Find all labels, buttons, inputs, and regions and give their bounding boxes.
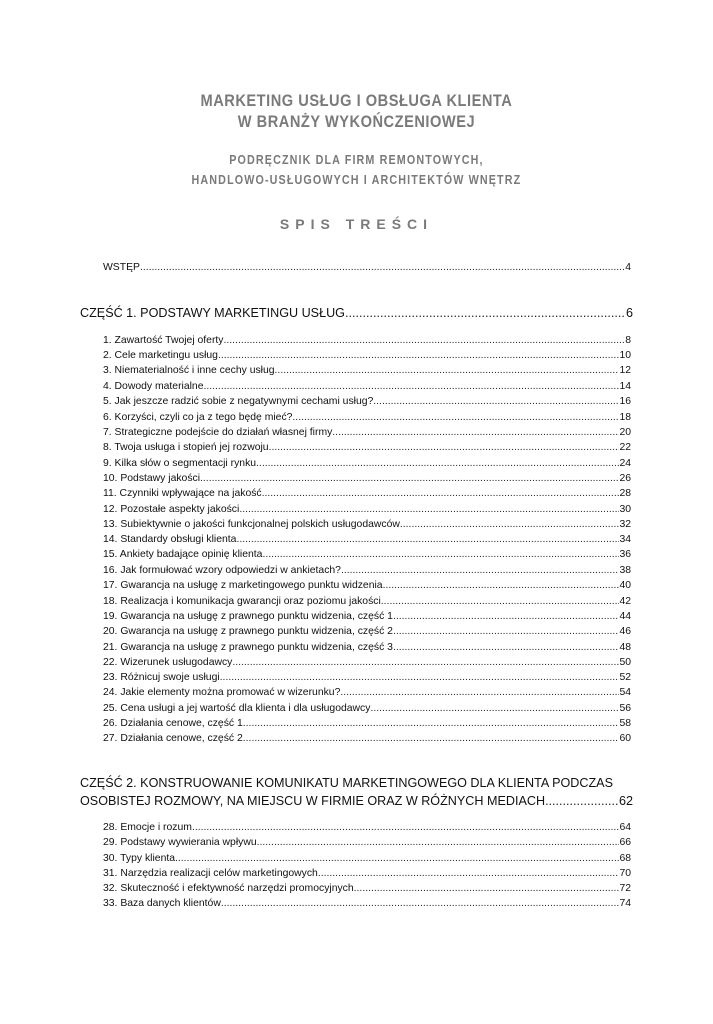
toc-item[interactable]: [103, 717, 631, 731]
toc-item-page: 38: [619, 565, 631, 576]
toc-item[interactable]: [103, 882, 631, 896]
subtitle-line-2: HANDLOWO-USŁUGOWYCH I ARCHITEKTÓW WNĘTRZ: [191, 173, 522, 187]
toc-item-label: 9. Kilka słów o segmentacji rynku: [103, 458, 257, 469]
toc-item-label: 2. Cele marketingu usług: [103, 350, 218, 361]
toc-leader-dots: [262, 487, 620, 501]
toc-part-2[interactable]: [80, 792, 633, 810]
toc-leader-dots: [383, 579, 620, 593]
toc-item-page: 68: [619, 853, 631, 864]
toc-item[interactable]: [103, 487, 631, 501]
toc-item[interactable]: [103, 852, 631, 866]
toc-item-label: 33. Baza danych klientów: [103, 898, 221, 909]
toc-item-label: 3. Niematerialność i inne cechy usług: [103, 365, 275, 376]
toc-item-label: 25. Cena usługi a jej wartość dla klienta i dla usługodawcy: [103, 703, 371, 714]
toc-item[interactable]: [103, 411, 631, 425]
toc-item-page: 58: [619, 718, 631, 729]
toc-item-label: 4. Dowody materialne: [103, 381, 204, 392]
toc-item-page: 26: [619, 473, 631, 484]
toc-leader-dots: [332, 426, 619, 440]
toc-item[interactable]: [103, 579, 631, 593]
toc-item-page: 22: [619, 442, 631, 453]
toc-item-page: 52: [619, 672, 631, 683]
toc-item-label: 19. Gwarancja na usługę z prawnego punktu widzenia, część 1: [103, 611, 393, 622]
toc-item-page: 40: [619, 580, 631, 591]
toc-item[interactable]: [103, 656, 631, 670]
toc-item-page: 20: [619, 427, 631, 438]
toc-item[interactable]: [103, 671, 631, 685]
toc-item[interactable]: [103, 732, 631, 746]
toc-item[interactable]: [103, 836, 631, 850]
toc-leader-dots: [262, 548, 619, 562]
toc-item-label: 17. Gwarancja na usługę z marketingowego punktu widzenia: [103, 580, 383, 591]
subtitle-line-1: PODRĘCZNIK DLA FIRM REMONTOWYCH,: [229, 153, 484, 167]
toc-leader-dots: [341, 564, 619, 578]
toc-item-page: 14: [619, 381, 631, 392]
toc-leader-dots: [236, 533, 619, 547]
toc-item[interactable]: [103, 533, 631, 547]
toc-item-page: 46: [619, 626, 631, 637]
toc-item-page: 8: [625, 335, 631, 346]
toc-leader-dots: [545, 792, 619, 810]
toc-leader-dots: [400, 518, 620, 532]
toc-part-label: OSOBISTEJ ROZMOWY, NA MIEJSCU W FIRMIE ORAZ W RÓŻNYCH MEDIACH: [80, 794, 546, 808]
toc-item-label: 23. Różnicuj swoje usługi: [103, 672, 220, 683]
toc-leader-dots: [354, 882, 620, 896]
toc-leader-dots: [381, 595, 620, 609]
toc-part-page: 6: [625, 306, 633, 320]
toc-item-label: 10. Podstawy jakości: [103, 473, 201, 484]
toc-leader-dots: [220, 671, 620, 685]
toc-item-page: 34: [619, 534, 631, 545]
toc-item-page: 66: [619, 837, 631, 848]
toc-leader-dots: [275, 364, 620, 378]
toc-leader-dots: [232, 656, 619, 670]
toc-item-page: 48: [619, 642, 631, 653]
document-title: [50, 90, 663, 132]
toc-item-label: 6. Korzyści, czyli co ja z tego będę mieć?: [103, 412, 293, 423]
toc-leader-dots: [218, 349, 620, 363]
toc-item-label: 8. Twoja usługa i stopień jej rozwoju: [103, 442, 269, 453]
toc-item-label: 12. Pozostałe aspekty jakości: [103, 504, 240, 515]
toc-entry-intro[interactable]: [103, 261, 631, 275]
toc-leader-dots: [393, 625, 619, 639]
toc-item[interactable]: [103, 334, 631, 348]
toc-item[interactable]: [103, 503, 631, 517]
toc-item-page: 56: [619, 703, 631, 714]
toc-leader-dots: [243, 717, 620, 731]
toc-leader-dots: [373, 395, 619, 409]
toc-entry-label: WSTĘP: [103, 262, 140, 273]
toc-item-page: 24: [619, 458, 631, 469]
toc-item[interactable]: [103, 702, 631, 716]
toc-item[interactable]: [103, 686, 631, 700]
toc-item-label: 26. Działania cenowe, część 1: [103, 718, 243, 729]
toc-item-label: 7. Strategiczne podejście do działań własnej firmy: [103, 427, 333, 438]
toc-item-page: 72: [619, 883, 631, 894]
toc-part-2-line-1[interactable]: CZĘŚĆ 2. KONSTRUOWANIE KOMUNIKATU MARKETINGOWEGO DLA KLIENTA PODCZAS: [80, 776, 613, 790]
toc-part-label: CZĘŚĆ 1. PODSTAWY MARKETINGU USŁUG: [80, 306, 345, 320]
toc-item[interactable]: [103, 625, 631, 639]
toc-item-page: 30: [619, 504, 631, 515]
toc-leader-dots: [292, 411, 619, 425]
toc-item[interactable]: [103, 610, 631, 624]
toc-leader-dots: [204, 380, 620, 394]
title-line-2: W BRANŻY WYKOŃCZENIOWEJ: [237, 112, 476, 131]
toc-leader-dots: [269, 441, 620, 455]
toc-item[interactable]: [103, 364, 631, 378]
toc-item-label: 22. Wizerunek usługodawcy: [103, 657, 233, 668]
toc-item[interactable]: [103, 564, 631, 578]
toc-leader-dots: [318, 867, 620, 881]
toc-item-label: 5. Jak jeszcze radzić sobie z negatywnymi cechami usług?: [103, 396, 374, 407]
toc-item[interactable]: [103, 472, 631, 486]
toc-item[interactable]: [103, 441, 631, 455]
toc-item-label: 21. Gwarancja na usługę z prawnego punktu widzenia, część 3: [103, 642, 393, 653]
toc-item[interactable]: [103, 897, 631, 911]
toc-leader-dots: [200, 472, 619, 486]
toc-leader-dots: [393, 610, 619, 624]
toc-leader-dots: [257, 836, 620, 850]
toc-item-label: 16. Jak formułować wzory odpowiedzi w ankietach?: [103, 565, 341, 576]
toc-item-label: 24. Jakie elementy można promować w wizerunku?: [103, 687, 341, 698]
toc-leader-dots: [175, 852, 619, 866]
toc-item-label: 27. Działania cenowe, część 2: [103, 733, 243, 744]
toc-item[interactable]: [103, 395, 631, 409]
toc-item[interactable]: [103, 641, 631, 655]
toc-item-page: 70: [619, 868, 631, 879]
toc-item-label: 18. Realizacja i komunikacja gwarancji oraz poziomu jakości: [103, 596, 381, 607]
toc-item-page: 60: [619, 733, 631, 744]
toc-item-label: 29. Podstawy wywierania wpływu: [103, 837, 257, 848]
toc-leader-dots: [224, 334, 626, 348]
toc-item-page: 28: [619, 488, 631, 499]
toc-leader-dots: [340, 686, 619, 700]
toc-leader-dots: [256, 457, 619, 471]
toc-item[interactable]: [103, 380, 631, 394]
toc-item[interactable]: [103, 867, 631, 881]
toc-item-page: 42: [619, 596, 631, 607]
toc-entry-page: 4: [625, 262, 631, 273]
toc-heading: SPIS TREŚCI: [279, 216, 434, 232]
toc-item-page: 16: [619, 396, 631, 407]
toc-item[interactable]: [103, 426, 631, 440]
toc-item-page: 44: [619, 611, 631, 622]
toc-item-page: 74: [619, 898, 631, 909]
toc-leader-dots: [243, 732, 620, 746]
toc-item-label: 13. Subiektywnie o jakości funkcjonalnej polskich usługodawców: [103, 519, 400, 530]
toc-item-label: 28. Emocje i rozum: [103, 822, 192, 833]
toc-leader-dots: [192, 821, 620, 835]
toc-item-page: 32: [619, 519, 631, 530]
toc-item-page: 36: [619, 549, 631, 560]
title-line-1: MARKETING USŁUG I OBSŁUGA KLIENTA: [200, 91, 513, 110]
toc-item-page: 12: [619, 365, 631, 376]
toc-item[interactable]: [103, 457, 631, 471]
toc-item-label: 30. Typy klienta: [103, 853, 176, 864]
toc-item-label: 11. Czynniki wpływające na jakość: [103, 488, 262, 499]
toc-item-label: 1. Zawartość Twojej oferty: [103, 335, 224, 346]
toc-item-label: 32. Skuteczność i efektywność narzędzi promocyjnych: [103, 883, 354, 894]
toc-leader-dots: [345, 304, 626, 322]
toc-leader-dots: [221, 897, 620, 911]
toc-leader-dots: [393, 641, 619, 655]
toc-item-page: 54: [619, 687, 631, 698]
toc-item[interactable]: [103, 349, 631, 363]
toc-item-label: 15. Ankiety badające opinię klienta: [103, 549, 263, 560]
toc-item-page: 50: [619, 657, 631, 668]
toc-part-page: 62: [618, 794, 633, 808]
toc-item-page: 18: [619, 412, 631, 423]
toc-item-label: 31. Narzędzia realizacji celów marketingowych: [103, 868, 318, 879]
toc-item[interactable]: [103, 595, 631, 609]
toc-part-1[interactable]: [80, 304, 633, 322]
toc-item-label: 14. Standardy obsługi klienta: [103, 534, 237, 545]
document-subtitle: [50, 150, 663, 190]
toc-item-page: 10: [619, 350, 631, 361]
toc-leader-dots: [140, 261, 625, 275]
toc-item[interactable]: [103, 821, 631, 835]
toc-item[interactable]: [103, 518, 631, 532]
toc-item-label: 20. Gwarancja na usługę z prawnego punktu widzenia, część 2: [103, 626, 393, 637]
toc-leader-dots: [239, 503, 619, 517]
toc-item[interactable]: [103, 548, 631, 562]
toc-item-page: 64: [619, 822, 631, 833]
toc-leader-dots: [370, 702, 619, 716]
